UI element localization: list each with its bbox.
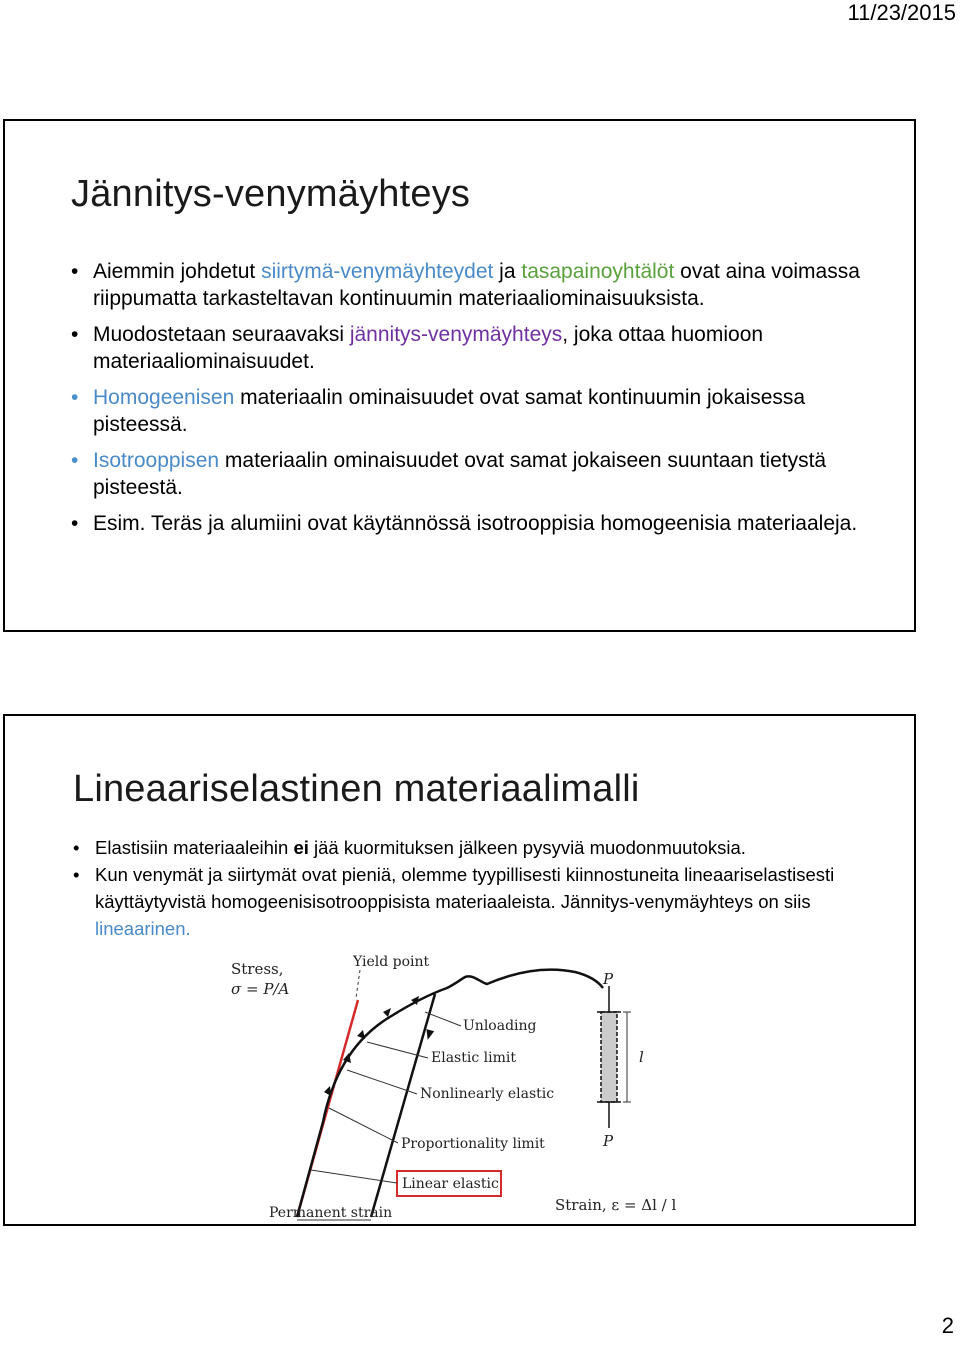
bullet-text: Muodostetaan seuraavaksi [93,323,350,346]
load-top-label: P [603,970,614,988]
bullet-text: , joka ottaa huomioon materiaaliominaisuudet. [93,323,764,373]
bullet-text: jää kuormituksen jälkeen pysyviä muodonmuutoksia. [308,837,746,858]
elastic-limit-label: Elastic limit [431,1050,516,1066]
bullet-item [71,384,891,438]
yield-point-label: Yield point [353,954,430,970]
bullet-text: materiaalin ominaisuudet ovat samat kontinuumin jokaisessa pisteessä. [93,386,806,436]
term-homogeenisen: Homogeenisen [93,386,235,409]
slide-1 [3,119,916,632]
bullet-item [73,834,903,861]
bullet-text: materiaalin ominaisuudet ovat samat jokaiseen suuntaan tietystä pisteestä. [93,449,827,499]
page-number: 2 [941,1313,954,1338]
slide-2 [3,714,916,1226]
bullet-item [71,447,891,501]
bullet-dot: • [71,260,79,283]
proportionality-limit-label: Proportionality limit [401,1136,545,1152]
slide-1-title: Jännitys-venymäyhteys [71,173,471,215]
bullet-dot: • [71,386,79,409]
bullet-text: ovat aina voimassa riippumatta tarkasteltavan kontinuumin materiaaliominaisuuksista. [93,260,860,310]
yield-point-pointer [356,970,360,998]
bullet-dot: • [71,323,79,346]
bullet-text: Esim. Teräs ja alumiini ovat käytännössä isotrooppisia homogeenisia materiaaleja. [93,512,858,535]
curve-arrow [357,1030,365,1039]
stress-strain-diagram [225,952,695,1226]
load-bottom-label: P [603,1132,614,1150]
link-tasapainoyhtalot: tasapainoyhtälöt [521,260,675,283]
bullet-text: ja [493,260,522,283]
slide-2-title: Lineaariselastinen materiaalimalli [73,768,640,810]
bullet-dot: • [73,864,80,885]
unloading-leader [425,1012,461,1026]
bullet-dot: • [71,512,79,535]
linear-elastic-label: Linear elastic [402,1176,499,1192]
term-jannitys-venymayhteys: jännitys-venymäyhteys [349,323,563,346]
nonlinearly-elastic-label: Nonlinearly elastic [420,1086,555,1102]
tensile-specimen [597,986,631,1128]
stress-formula-label: σ = P/A [231,980,290,998]
slide-date: 11/23/2015 [847,0,956,25]
proportionality-limit-leader [329,1108,398,1143]
term-isotrooppisen: Isotrooppisen [93,449,220,472]
slide-2-bullet-list [73,834,903,942]
bullet-text: Elastisiin materiaaleihin [95,837,294,858]
bullet-text: Kun venymät ja siirtymät ovat pieniä, olemme tyypillisesti kiinnostuneita lineaariselastisesti käyttäytyvistä homogeenisisotrooppisista materiaaleista. Jännitys-venymäyhteys on siis [95,864,835,912]
emphasis-ei: ei [293,837,309,858]
strain-axis-label: Strain, ε = Δl / l [555,1196,677,1214]
bullet-text: Aiemmin johdetut [93,260,262,283]
bullet-item [71,510,891,537]
nonlinearly-elastic-leader [347,1070,417,1094]
unloading-label: Unloading [463,1018,537,1034]
bullet-item [71,321,891,375]
bullet-dot: • [71,449,79,472]
bullet-item [73,861,903,942]
link-siirtyma-venymayhteydet: siirtymä-venymäyhteydet [261,260,494,283]
curve-arrow [324,1086,331,1096]
stress-axis-label: Stress, [231,960,284,978]
bullet-dot: • [73,837,80,858]
bullet-item [71,258,891,312]
specimen-length-label: l [639,1048,644,1066]
slide-1-bullet-list [71,258,891,546]
permanent-strain-label: Permanent strain [269,1205,393,1221]
term-lineaarinen: lineaarinen. [95,918,191,939]
